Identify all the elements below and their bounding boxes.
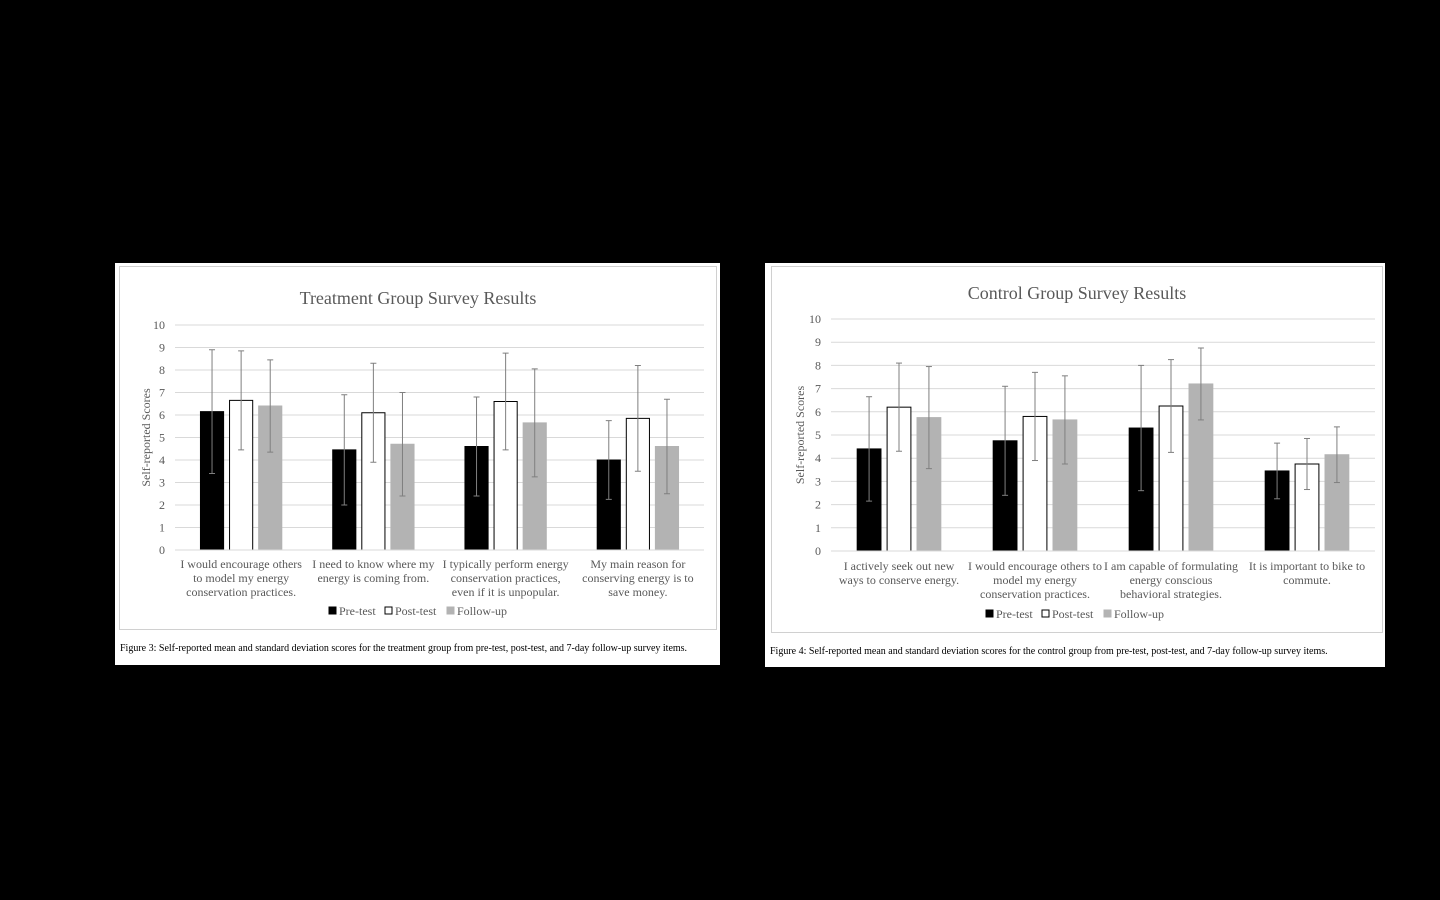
control-y-tick-label: 6 [815,404,821,419]
control-y-tick-label: 5 [815,428,821,442]
treatment-y-tick-label: 8 [159,363,165,377]
control-y-axis-label: Self-reported Scores [793,385,807,485]
treatment-y-tick-label: 3 [159,475,165,490]
treatment-legend-label-post: Post-test [395,604,437,618]
control-chart-title: Control Group Survey Results [967,283,1187,303]
control-y-tick-label: 3 [815,474,821,489]
treatment-y-tick-label: 7 [159,385,165,400]
treatment-y-tick-label: 2 [159,498,165,512]
control-category-label: behavioral strategies. [1120,587,1222,601]
control-y-tick-label: 4 [815,451,821,466]
treatment-chart-title: Treatment Group Survey Results [299,288,537,308]
treatment-category-label: My main reason for [590,557,686,571]
treatment-y-tick-label: 10 [153,318,165,332]
control-category-label: I am capable of formulating [1104,559,1238,573]
treatment-legend-swatch-post [385,607,392,614]
control-y-tick-label: 1 [815,520,821,535]
treatment-category-label: I need to know where my [312,557,435,571]
treatment-category-label: even if it is unpopular. [451,585,560,599]
treatment-y-tick-label: 9 [159,340,165,355]
control-chart-frame [771,266,1383,633]
control-y-tick-label: 0 [815,544,821,558]
treatment-category-label: conserving energy is to [582,571,694,585]
control-category-label: conservation practices. [980,587,1090,601]
treatment-y-axis-label: Self-reported Scores [139,388,153,487]
control-legend-swatch-post [1042,610,1049,617]
control-category-label: It is important to bike to [1248,559,1366,573]
control-y-tick-label: 10 [809,312,821,326]
treatment-bar-chart [120,267,716,629]
control-category-label: I actively seek out new [843,559,955,573]
control-category-label: commute. [1283,573,1331,587]
treatment-legend-swatch-follow [447,607,454,614]
control-category-label: model my energy [993,573,1077,587]
control-figure-panel [765,263,1385,667]
control-y-tick-label: 9 [815,335,821,350]
treatment-category-label: energy is coming from. [317,571,430,585]
control-legend-swatch-follow [1104,610,1111,617]
control-legend-label-post: Post-test [1052,607,1094,621]
control-category-label: I would encourage others to [968,559,1102,573]
treatment-y-tick-label: 5 [159,430,165,445]
control-y-tick-label: 2 [815,497,821,512]
treatment-figure-panel [115,263,720,665]
treatment-y-tick-label: 6 [159,408,165,422]
treatment-y-tick-label: 1 [159,520,165,535]
treatment-figure-caption: Figure 3: Self-reported mean and standard deviation scores for the treatment group from pre-test, post-test, and 7-day follow-up survey items. [120,643,688,654]
treatment-category-label: I would encourage others [180,557,302,571]
treatment-y-tick-label: 0 [159,543,165,557]
treatment-category-label: conservation practices. [186,585,297,599]
treatment-category-label: conservation practices, [450,571,561,585]
control-y-tick-label: 7 [815,381,821,396]
treatment-chart-frame [119,266,717,630]
treatment-legend-label-pre: Pre-test [339,604,376,618]
control-bar-chart [772,267,1382,632]
control-legend-label-pre: Pre-test [996,607,1033,621]
control-figure-caption: Figure 4: Self-reported mean and standard deviation scores for the control group from pre-test, post-test, and 7-day follow-up survey items. [770,646,1328,657]
control-category-label: ways to conserve energy. [838,573,960,587]
treatment-category-label: I typically perform energy [442,557,569,571]
treatment-category-label: to model my energy [193,571,290,585]
control-y-tick-label: 8 [815,358,821,373]
treatment-y-tick-label: 4 [159,453,165,467]
treatment-category-label: save money. [608,585,668,599]
control-legend-label-follow: Follow-up [1114,607,1165,621]
treatment-legend-swatch-pre [329,607,336,614]
treatment-legend-label-follow: Follow-up [457,604,508,618]
control-legend-swatch-pre [986,610,993,617]
control-category-label: energy conscious [1129,573,1213,587]
